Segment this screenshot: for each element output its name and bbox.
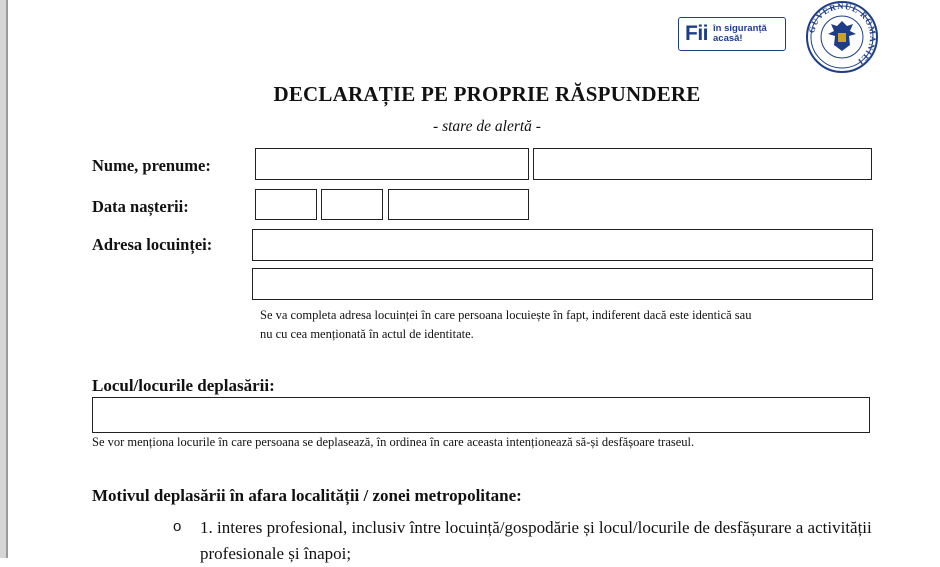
last-name-field[interactable]	[255, 148, 529, 180]
reason-bullet-icon: o	[173, 518, 182, 535]
birth-year-field[interactable]	[388, 189, 529, 220]
seal-text: GUVERNUL ROMÂNIEI	[806, 1, 879, 68]
fii-in-siguranta-logo	[678, 17, 786, 51]
address-note	[260, 306, 751, 344]
document-subtitle: - stare de alertă -	[433, 118, 541, 135]
places-field[interactable]	[92, 397, 870, 433]
places-label: Locul/locurile deplasării:	[92, 376, 275, 395]
name-label: Nume, prenume:	[92, 156, 211, 175]
first-name-field[interactable]	[533, 148, 872, 180]
address-note-line2: nu cu cea menționată în actul de identitate.	[260, 327, 474, 341]
guvernul-romaniei-seal-icon	[804, 1, 880, 73]
address-label: Adresa locuinței:	[92, 235, 213, 254]
places-note: Se vor menționa locurile în care persoana se deplasează, în ordinea în care aceasta intenționează să-și desfășoare traseul.	[92, 435, 695, 449]
reason-label: Motivul deplasării în afara localității / zonei metropolitane:	[92, 486, 522, 505]
birth-month-field[interactable]	[321, 189, 383, 220]
badge-main-text: Fii	[685, 22, 708, 45]
badge-tagline	[713, 24, 767, 44]
address-note-line1: Se va completa adresa locuinței în care persoana locuiește în fapt, indiferent dacă este identică sau	[260, 308, 752, 322]
birth-date-label: Data nașterii:	[92, 197, 189, 216]
address-field-line2[interactable]	[252, 268, 873, 300]
document-title: DECLARAȚIE PE PROPRIE RĂSPUNDERE	[273, 82, 701, 106]
badge-tagline-line2: acasă!	[713, 33, 743, 44]
reason-option-1[interactable]: 1. interes profesional, inclusiv între locuință/gospodărie și locul/locurile de desfășurare a activității profesionale și înapoi;	[200, 518, 872, 563]
badge-tagline-line1: în siguranță	[713, 23, 767, 34]
birth-day-field[interactable]	[255, 189, 317, 220]
address-field-line1[interactable]	[252, 229, 873, 261]
